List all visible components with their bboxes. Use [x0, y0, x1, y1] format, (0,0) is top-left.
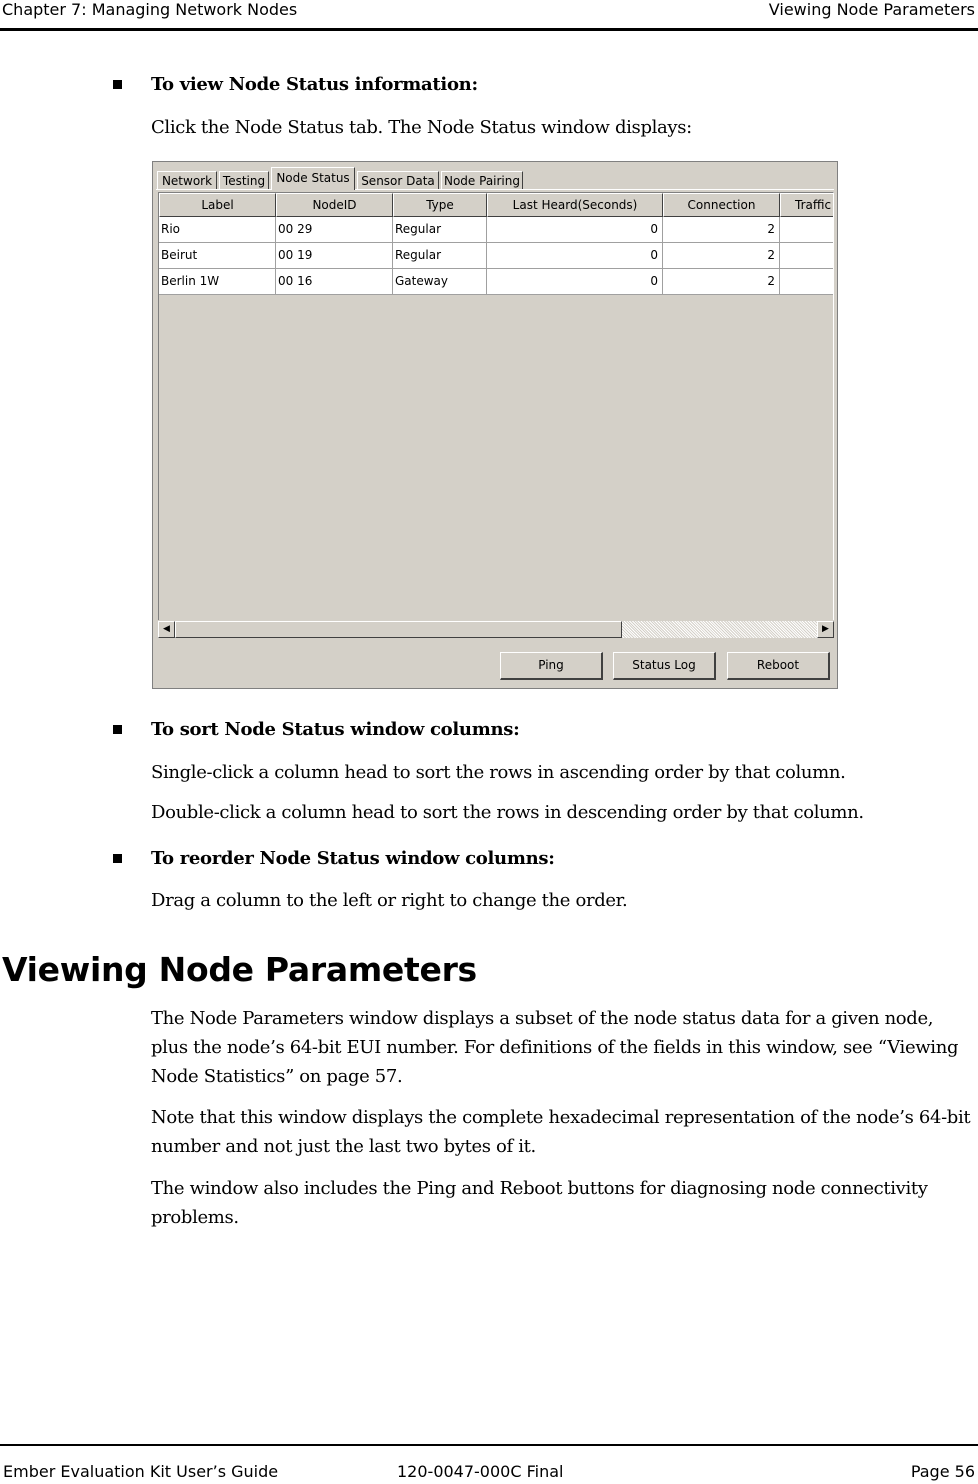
chapter-title: Chapter 7: Managing Network Nodes: [2, 0, 298, 19]
column-header-connection[interactable]: Connection: [663, 193, 780, 217]
table-cell[interactable]: [780, 269, 834, 295]
paragraph: Note that this window displays the complete hexadecimal representation of the node’s 64-bit number and not just the last two bytes of it.: [151, 1107, 971, 1157]
node-status-window: [152, 161, 838, 689]
table-cell[interactable]: 00 16: [276, 269, 393, 295]
bullet-square-icon: [113, 725, 122, 734]
paragraph: Double-click a column head to sort the rows in descending order by that column.: [151, 802, 864, 823]
table-cell[interactable]: 0: [487, 269, 663, 295]
bullet-square-icon: [113, 80, 122, 89]
bullet-sort-columns: [113, 719, 519, 740]
document-title: Ember Evaluation Kit User’s Guide: [3, 1462, 279, 1481]
table-cell[interactable]: Beirut: [159, 243, 276, 269]
column-header-type[interactable]: Type: [393, 193, 487, 217]
tab-sensor-data[interactable]: Sensor Data: [357, 171, 439, 189]
tab-network[interactable]: Network: [157, 171, 217, 189]
page-header: [0, 0, 978, 30]
reboot-button[interactable]: Reboot: [727, 652, 830, 680]
table-cell[interactable]: 2: [663, 217, 780, 243]
bullet-heading: To sort Node Status window columns:: [151, 719, 520, 740]
column-header-nodeid[interactable]: NodeID: [276, 193, 393, 217]
scroll-thumb[interactable]: [175, 621, 622, 638]
tab-divider: [156, 189, 834, 190]
paragraph: The window also includes the Ping and Reboot buttons for diagnosing node connectivity problems.: [151, 1178, 928, 1228]
page-footer: [0, 1444, 978, 1484]
table-cell[interactable]: 2: [663, 269, 780, 295]
bullet-heading: To view Node Status information:: [151, 74, 478, 95]
column-header-traffic[interactable]: Traffic: [780, 193, 834, 217]
table-cell[interactable]: 00 19: [276, 243, 393, 269]
header-rule: [0, 28, 978, 31]
scroll-right-icon[interactable]: ▶: [817, 621, 834, 638]
tab-testing[interactable]: Testing: [219, 171, 269, 189]
table-cell[interactable]: Regular: [393, 243, 487, 269]
paragraph: The Node Parameters window displays a subset of the node status data for a given node, plus the node’s 64-bit EUI number. For definitions of the fields in this window, see “Viewing Node Statistics” on page 57.: [151, 1008, 959, 1087]
node-status-table: [158, 192, 834, 638]
bullet-view-node-status: [113, 74, 478, 95]
table-cell[interactable]: 2: [663, 243, 780, 269]
paragraph: Drag a column to the left or right to change the order.: [151, 890, 628, 911]
tab-node-status[interactable]: Node Status: [271, 167, 355, 190]
paragraph: Single-click a column head to sort the rows in ascending order by that column.: [151, 762, 846, 783]
table-cell[interactable]: Regular: [393, 217, 487, 243]
tab-node-pairing[interactable]: Node Pairing: [441, 171, 523, 189]
table-cell[interactable]: 0: [487, 217, 663, 243]
table-cell[interactable]: [780, 243, 834, 269]
table-cell[interactable]: 00 29: [276, 217, 393, 243]
table-cell[interactable]: Berlin 1W: [159, 269, 276, 295]
column-header-last-heard[interactable]: Last Heard(Seconds): [487, 193, 663, 217]
table-cell[interactable]: 0: [487, 243, 663, 269]
bullet-reorder-columns: [113, 848, 555, 869]
scroll-left-icon[interactable]: ◀: [158, 621, 175, 638]
table-cell[interactable]: Rio: [159, 217, 276, 243]
column-header-label[interactable]: Label: [159, 193, 276, 217]
table-cell[interactable]: [780, 217, 834, 243]
section-running-head: Viewing Node Parameters: [768, 0, 975, 19]
document-number: 120-0047-000C Final: [397, 1462, 564, 1481]
ping-button[interactable]: Ping: [500, 652, 603, 680]
bullet-heading: To reorder Node Status window columns:: [151, 848, 555, 869]
horizontal-scrollbar[interactable]: [158, 620, 834, 638]
status-log-button[interactable]: Status Log: [613, 652, 716, 680]
paragraph: Click the Node Status tab. The Node Status window displays:: [151, 117, 692, 138]
page-number: Page 56: [910, 1462, 975, 1481]
footer-rule: [0, 1444, 978, 1446]
section-heading: Viewing Node Parameters: [2, 950, 477, 989]
bullet-square-icon: [113, 854, 122, 863]
table-cell[interactable]: Gateway: [393, 269, 487, 295]
